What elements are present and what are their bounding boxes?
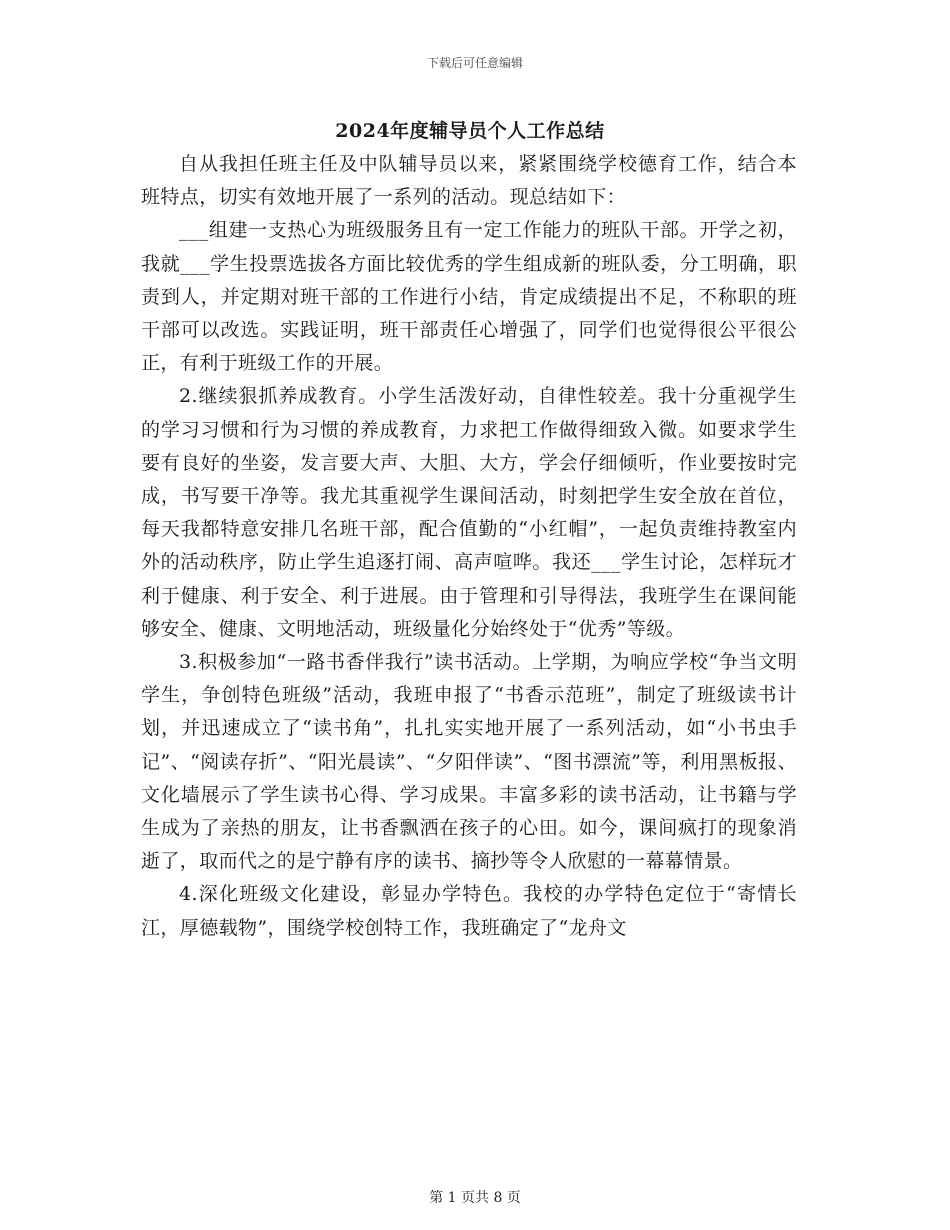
paragraph-item-3: 3.积极参加“一路书香伴我行”读书活动。上学期，为响应学校“争当文明学生，争创特色班级”活动，我班申报了“书香示范班”，制定了班级读书计划，并迅速成立了“读书角”，扎扎实实地开展了一系列活动，如“小书虫手记”、“阅读存折”、“阳光晨读”、“夕阳伴读”、“图书漂流”等，利用黑板报、文化墙展示了学生读书心得、学习成果。丰富多彩的读书活动，让书籍与学生成为了亲热的朋友，让书香飘洒在孩子的心田。如今，课间疯打的现象消逝了，取而代之的是宁静有序的读书、摘抄等令人欣慰的一幕幕情景。: [141, 651, 797, 873]
page-number-footer: 第 1 页共 8 页: [429, 1190, 521, 1206]
page-header-note: 下载后可任意编辑: [426, 56, 523, 70]
paragraph-item-4: 4.深化班级文化建设，彰显办学特色。我校的办学特色定位于“寄情长江，厚德载物”，围绕学校创特工作，我班确定了“龙舟文: [141, 883, 797, 939]
document-title: 2024年度辅导员个人工作总结: [335, 120, 605, 142]
paragraph-item-1: ___组建一支热心为班级服务且有一定工作能力的班队干部。开学之初，我就___学生投票选拔各方面比较优秀的学生组成新的班队委，分工明确，职责到人，并定期对班干部的工作进行小结，肯定成绩提出不足，不称职的班干部可以改选。实践证明，班干部责任心增强了，同学们也觉得很公平很公正，有利于班级工作的开展。: [141, 219, 797, 375]
paragraph-item-2: 2.继续狠抓养成教育。小学生活泼好动，自律性较差。我十分重视学生的学习习惯和行为习惯的养成教育，力求把工作做得细致入微。如要求学生要有良好的坐姿，发言要大声、大胆、大方，学会仔细倾听，作业要按时完成，书写要干净等。我尤其重视学生课间活动，时刻把学生安全放在首位，每天我都特意安排几名班干部，配合值勤的“小红帽”，一起负责维持教室内外的活动秩序，防止学生追逐打闹、高声喧哗。我还___学生讨论，怎样玩才利于健康、利于安全、利于进展。由于管理和引导得法，我班学生在课间能够安全、健康、文明地活动，班级量化分始终处于“优秀”等级。: [141, 385, 797, 640]
paragraph-intro: 自从我担任班主任及中队辅导员以来，紧紧围绕学校德育工作，结合本班特点，切实有效地开展了一系列的活动。现总结如下：: [141, 153, 797, 209]
document-body: [141, 148, 797, 945]
